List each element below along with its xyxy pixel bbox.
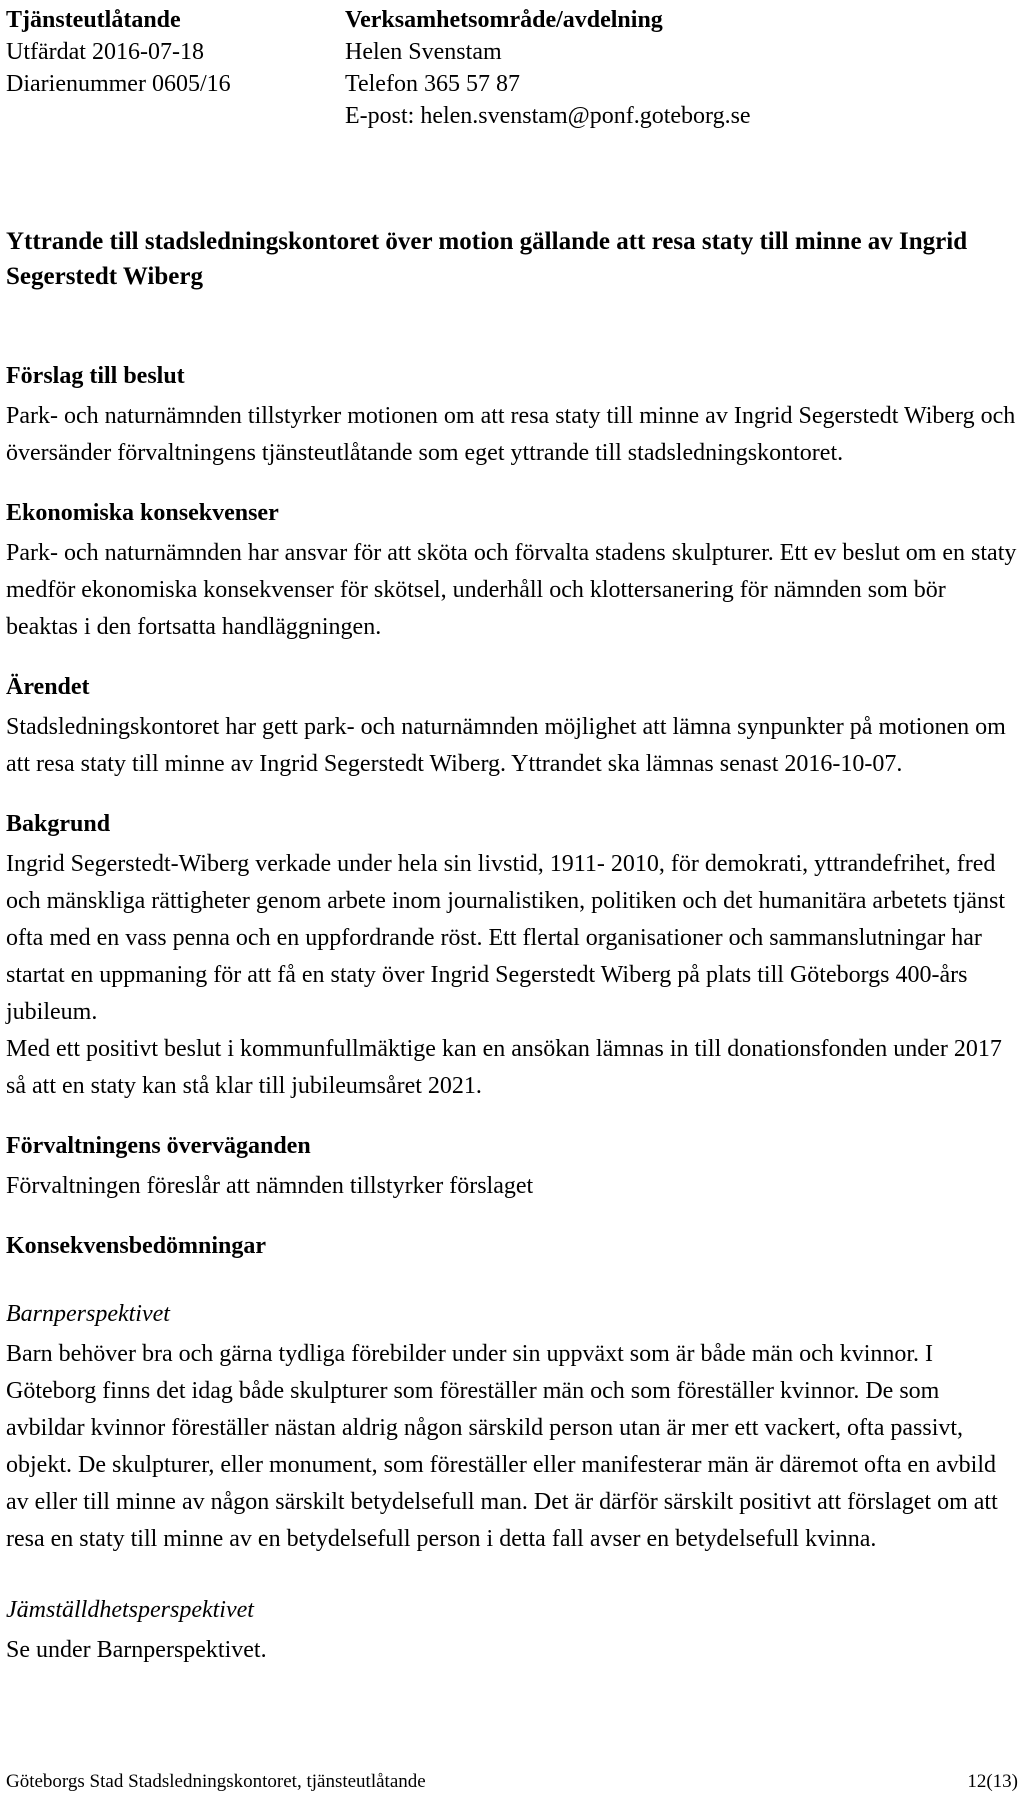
section-heading-considerations: Förvaltningens överväganden [6, 1133, 311, 1159]
section-heading-proposal: Förslag till beslut [6, 363, 185, 389]
document-title: Yttrande till stadsledningskontoret över motion gällande att resa staty till minne av Ingrid Segerstedt Wiberg [6, 228, 968, 290]
section-heading-economy: Ekonomiska konsekvenser [6, 500, 279, 526]
section-economy [6, 497, 1021, 646]
department-label: Verksamhetsområde/avdelning [345, 7, 663, 33]
issued-date: Utfärdat 2016-07-18 [6, 39, 204, 65]
section-heading-background: Bakgrund [6, 811, 111, 837]
section-text-background-1: Ingrid Segerstedt-Wiberg verkade under hela sin livstid, 1911- 2010, för demokrati, yttrandefrihet, fred och mänskliga rättigheter genom arbete inom journalistiken, politiken och det humanitära arbetets tjänst ofta med en vass penna och en uppfordrande röst. Ett flertal organisationer och sammanslutningar har startat en uppmaning för att få en staty över Ingrid Segerstedt Wiberg på plats till Göteborgs 400-års jubileum. [6, 851, 1006, 1025]
footer-organization: Göteborgs Stad Stadsledningskontoret, tjänsteutlåtande [6, 1771, 426, 1792]
section-text-proposal: Park- och naturnämnden tillstyrker motionen om att resa staty till minne av Ingrid Segerstedt Wiberg och översänder förvaltningens tjänsteutlåtande som eget yttrande till stadsledningskontoret. [6, 403, 1016, 466]
section-text-child-perspective: Barn behöver bra och gärna tydliga förebilder under sin uppväxt som är både män och kvinnor. I Göteborg finns det idag både skulpturer som föreställer män och som föreställer kvinnor. De som avbildar kvinnor föreställer nästan aldrig någon särskild person utan är mer ett vackert, ofta passivt, objekt. De skulpturer, eller monument, som föreställer eller manifesterar män är däremot ofta en avbild av eller till minne av någon särskilt betydelsefull man. Det är därför särskilt positivt att förslaget om att resa en staty till minne av en betydelsefull person i detta fall avser en betydelsefull kvinna. [6, 1341, 998, 1552]
contact-email: E-post: helen.svenstam@ponf.goteborg.se [345, 103, 751, 129]
diary-number: Diarienummer 0605/16 [6, 71, 231, 97]
section-text-considerations: Förvaltningen föreslår att nämnden tillstyrker förslaget [6, 1173, 534, 1199]
section-text-matter: Stadsledningskontoret har gett park- och naturnämnden möjlighet att lämna synpunkter på motionen om att resa staty till minne av Ingrid Segerstedt Wiberg. Yttrandet ska lämnas senast 2016-10-07. [6, 714, 1006, 777]
section-assessments [6, 1230, 1021, 1669]
page-footer [6, 1770, 1018, 1794]
section-heading-assessments: Konsekvensbedömningar [6, 1233, 267, 1259]
section-text-equality-perspective: Se under Barnperspektivet. [6, 1637, 267, 1663]
subheading-child-perspective: Barnperspektivet [6, 1301, 170, 1327]
section-text-background-2: Med ett positivt beslut i kommunfullmäktige kan en ansökan lämnas in till donationsfonden under 2017 så att en staty kan stå klar till jubileumsåret 2021. [6, 1036, 1002, 1099]
section-text-economy: Park- och naturnämnden har ansvar för att sköta och förvalta stadens skulpturer. Ett ev beslut om en staty medför ekonomiska konsekvenser för skötsel, underhåll och klottersanering för nämnden som bör beaktas i den fortsatta handläggningen. [6, 540, 1017, 640]
document-header [0, 0, 1024, 130]
section-background [6, 808, 1021, 1105]
contact-phone: Telefon 365 57 87 [345, 71, 520, 97]
section-matter [6, 671, 1021, 783]
page-number: 12(13) [967, 1771, 1018, 1792]
document-body [6, 360, 1021, 1669]
section-proposal [6, 360, 1021, 472]
section-considerations [6, 1130, 1021, 1205]
header-right-column [345, 4, 985, 132]
document-type-label: Tjänsteutlåtande [6, 7, 181, 33]
subheading-equality-perspective: Jämställdhetsperspektivet [6, 1597, 254, 1623]
header-left-column [6, 4, 326, 100]
section-heading-matter: Ärendet [6, 674, 90, 700]
contact-name: Helen Svenstam [345, 39, 502, 65]
